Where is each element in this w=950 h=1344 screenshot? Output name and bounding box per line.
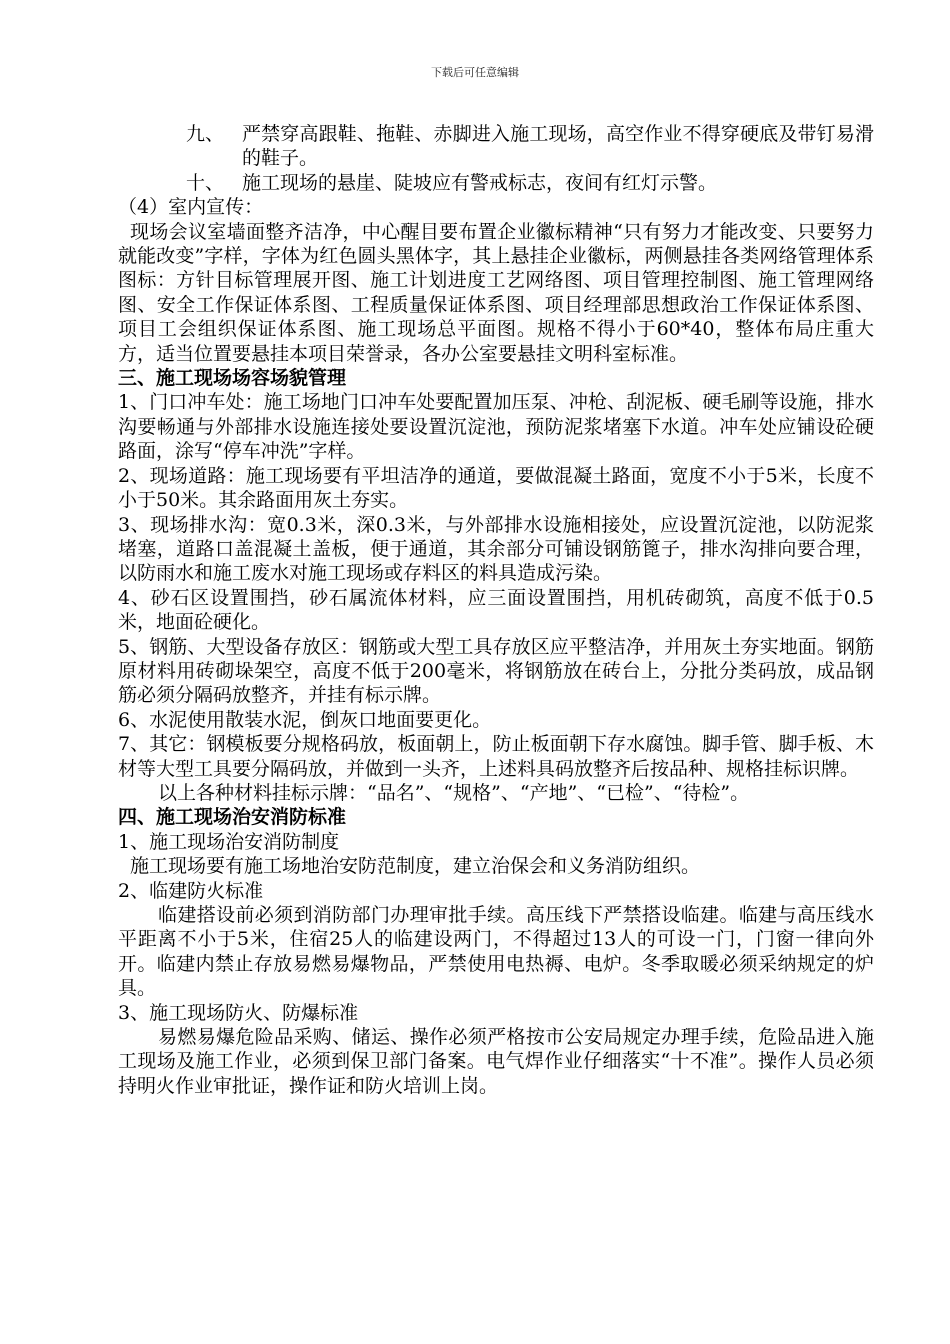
section-heading: 四、施工现场治安消防标准 bbox=[118, 806, 347, 829]
item-number: 十、 bbox=[186, 171, 225, 194]
paragraph: 6、水泥使用散装水泥，倒灰口地面要更化。 bbox=[118, 708, 492, 731]
paragraph: 1、门口冲车处：施工场地门口冲车处要配置加压泵、冲枪、刮泥板、硬毛刷等设施，排水沟要畅通与外部排水设施连接处要设置沉淀池，预防泥浆堵塞下水道。冲车处应铺设砼硬路面，涂写“停车冲洗”字样。 bbox=[118, 391, 874, 463]
document-body bbox=[118, 122, 874, 1098]
subsection-title: 2、临建防火标准 bbox=[118, 879, 264, 902]
item-number: 九、 bbox=[186, 123, 225, 145]
list-item bbox=[118, 171, 874, 195]
paragraph: 4、砂石区设置围挡，砂石属流体材料，应三面设置围挡，用机砖砌筑，高度不低于0.5米，地面砼硬化。 bbox=[118, 586, 874, 634]
list-item bbox=[118, 122, 874, 171]
subsection-title: 3、施工现场防火、防爆标准 bbox=[118, 1001, 359, 1024]
subsection-title: 1、施工现场治安消防制度 bbox=[118, 830, 340, 853]
paragraph: 5、钢筋、大型设备存放区：钢筋或大型工具存放区应平整洁净，并用灰土夯实地面。钢筋原材料用砖砌垛架空，高度不低于200毫米，将钢筋放在砖台上，分批分类码放，成品钢筋必须分隔码放整齐，并挂有标示牌。 bbox=[118, 635, 874, 707]
paragraph: 临建搭设前必须到消防部门办理审批手续。高压线下严禁搭设临建。临建与高压线水平距离不小于5米，住宿25人的临建设两门，不得超过13人的可设一门，门窗一律向外开。临建内禁止存放易燃易爆物品，严禁使用电热褥、电炉。冬季取暖必须采纳规定的炉具。 bbox=[118, 904, 874, 1000]
paragraph: 7、其它：钢模板要分规格码放，板面朝上，防止板面朝下存水腐蚀。脚手管、脚手板、木材等大型工具要分隔码放，并做到一头齐，上述料具码放整齐后按品种、规格挂标识牌。 bbox=[118, 733, 874, 780]
header-note: 下载后可任意编辑 bbox=[431, 66, 519, 79]
paragraph: 现场会议室墙面整齐洁净，中心醒目要布置企业徽标精神“只有努力才能改变、只要努力就能改变”字样，字体为红色圆头黑体字，其上悬挂企业徽标，两侧悬挂各类网络管理体系图标：方针目标管理展开图、施工计划进度工艺网络图、项目管理控制图、施工管理网络图、安全工作保证体系图、工程质量保证体系图、项目经理部思想政治工作保证体系图、项目工会组织保证体系图、施工现场总平面图。规格不得小于60*40，整体布局庄重大方，适当位置要悬挂本项目荣誉录，各办公室要悬挂文明科室标准。 bbox=[118, 220, 874, 365]
paragraph: 易燃易爆危险品采购、储运、操作必须严格按市公安局规定办理手续，危险品进入施工现场及施工作业，必须到保卫部门备案。电气焊作业仔细落实“十不准”。操作人员必须持明火作业审批证，操作证和防火培训上岗。 bbox=[118, 1026, 874, 1097]
paragraph: 以上各种材料挂标示牌：“品名”、“规格”、“产地”、“已检”、“待检”。 bbox=[158, 781, 750, 804]
paragraph: 3、现场排水沟：宽0.3米，深0.3米，与外部排水设施相接处，应设置沉淀池，以防泥浆堵塞，道路口盖混凝土盖板，便于通道，其余部分可铺设钢筋篦子，排水沟排向要合理，以防雨水和施工废水对施工现场或存料区的料具造成污染。 bbox=[118, 513, 874, 585]
subsection-title: （4）室内宣传： bbox=[118, 196, 264, 219]
section-heading: 三、施工现场场容场貌管理 bbox=[118, 367, 347, 390]
item-text: 施工现场的悬崖、陡坡应有警戒标志，夜间有红灯示警。 bbox=[242, 171, 718, 194]
paragraph: 施工现场要有施工场地治安防范制度，建立治保会和义务消防组织。 bbox=[130, 855, 701, 878]
item-text: 严禁穿高跟鞋、拖鞋、赤脚进入施工现场，高空作业不得穿硬底及带钉易滑的鞋子。 bbox=[242, 123, 874, 170]
paragraph: 2、现场道路：施工现场要有平坦洁净的通道，要做混凝土路面，宽度不小于5米，长度不小于50米。其余路面用灰土夯实。 bbox=[118, 464, 874, 512]
